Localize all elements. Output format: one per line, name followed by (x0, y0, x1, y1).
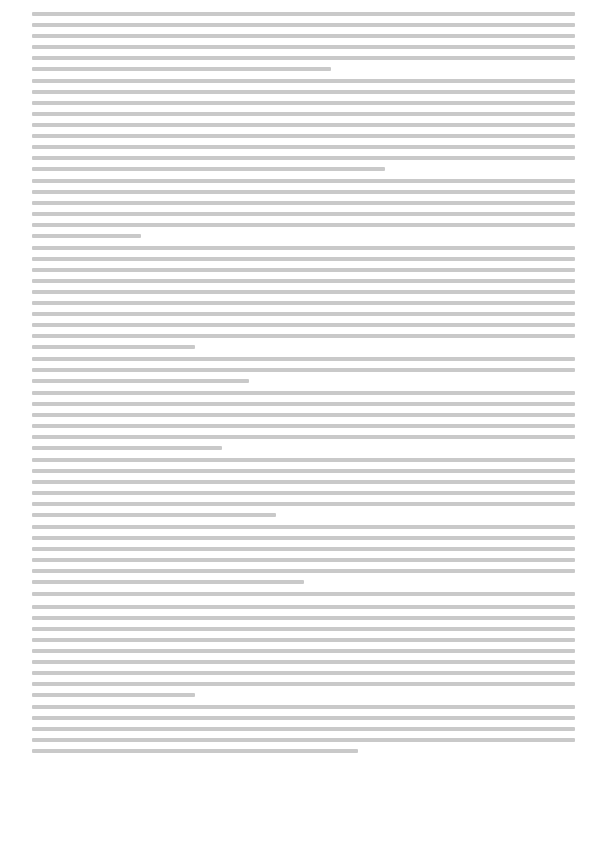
placeholder-line (32, 502, 575, 506)
placeholder-line (32, 638, 575, 642)
paragraph-2 (32, 79, 575, 171)
placeholder-line (32, 179, 575, 183)
placeholder-line (32, 738, 575, 742)
paragraph-2-placeholder (32, 79, 575, 171)
placeholder-line (32, 605, 575, 609)
placeholder-line (32, 682, 575, 686)
placeholder-line (32, 547, 575, 551)
placeholder-line (32, 279, 575, 283)
paragraph-5-placeholder (32, 357, 575, 383)
placeholder-line (32, 513, 276, 517)
paragraph-7 (32, 458, 575, 517)
placeholder-line (32, 12, 575, 16)
placeholder-line (32, 660, 575, 664)
paragraph-4-placeholder (32, 246, 575, 349)
placeholder-line (32, 234, 141, 238)
placeholder-line (32, 223, 575, 227)
placeholder-line (32, 558, 575, 562)
paragraph-9 (32, 592, 575, 596)
placeholder-line (32, 345, 195, 349)
placeholder-line (32, 402, 575, 406)
placeholder-line (32, 212, 575, 216)
paragraph-10-placeholder (32, 605, 575, 697)
placeholder-line (32, 368, 575, 372)
placeholder-line (32, 90, 575, 94)
paragraph-8 (32, 525, 575, 584)
paragraph-11 (32, 705, 575, 753)
paragraph-4 (32, 246, 575, 349)
paragraph-9-placeholder (32, 592, 575, 596)
placeholder-line (32, 167, 385, 171)
placeholder-line (32, 201, 575, 205)
placeholder-line (32, 290, 575, 294)
placeholder-line (32, 156, 575, 160)
placeholder-line (32, 246, 575, 250)
placeholder-line (32, 491, 575, 495)
placeholder-line (32, 67, 331, 71)
placeholder-line (32, 301, 575, 305)
placeholder-line (32, 480, 575, 484)
placeholder-line (32, 123, 575, 127)
placeholder-line (32, 145, 575, 149)
paragraph-6 (32, 391, 575, 450)
placeholder-line (32, 469, 575, 473)
placeholder-line (32, 56, 575, 60)
placeholder-line (32, 627, 575, 631)
placeholder-line (32, 323, 575, 327)
placeholder-line (32, 112, 575, 116)
placeholder-line (32, 616, 575, 620)
placeholder-line (32, 592, 575, 596)
paragraph-8-placeholder (32, 525, 575, 584)
placeholder-line (32, 693, 195, 697)
placeholder-line (32, 435, 575, 439)
placeholder-line (32, 716, 575, 720)
placeholder-line (32, 268, 575, 272)
placeholder-line (32, 536, 575, 540)
placeholder-line (32, 257, 575, 261)
placeholder-line (32, 649, 575, 653)
placeholder-line (32, 391, 575, 395)
placeholder-line (32, 334, 575, 338)
placeholder-line (32, 525, 575, 529)
paragraph-3-placeholder (32, 179, 575, 238)
paragraph-3 (32, 179, 575, 238)
placeholder-line (32, 413, 575, 417)
paragraph-5 (32, 357, 575, 383)
paragraph-7-placeholder (32, 458, 575, 517)
placeholder-line (32, 190, 575, 194)
placeholder-line (32, 134, 575, 138)
placeholder-line (32, 379, 249, 383)
placeholder-line (32, 424, 575, 428)
placeholder-line (32, 458, 575, 462)
placeholder-line (32, 45, 575, 49)
placeholder-line (32, 580, 304, 584)
placeholder-line (32, 23, 575, 27)
placeholder-line (32, 749, 358, 753)
placeholder-line (32, 34, 575, 38)
placeholder-line (32, 569, 575, 573)
placeholder-line (32, 312, 575, 316)
placeholder-line (32, 705, 575, 709)
paragraph-6-placeholder (32, 391, 575, 450)
placeholder-line (32, 727, 575, 731)
paragraph-11-placeholder (32, 705, 575, 753)
paragraph-1 (32, 12, 575, 71)
placeholder-line (32, 671, 575, 675)
placeholder-line (32, 101, 575, 105)
placeholder-line (32, 79, 575, 83)
paragraph-10 (32, 605, 575, 697)
placeholder-line (32, 357, 575, 361)
paragraph-1-placeholder (32, 12, 575, 71)
placeholder-line (32, 446, 222, 450)
